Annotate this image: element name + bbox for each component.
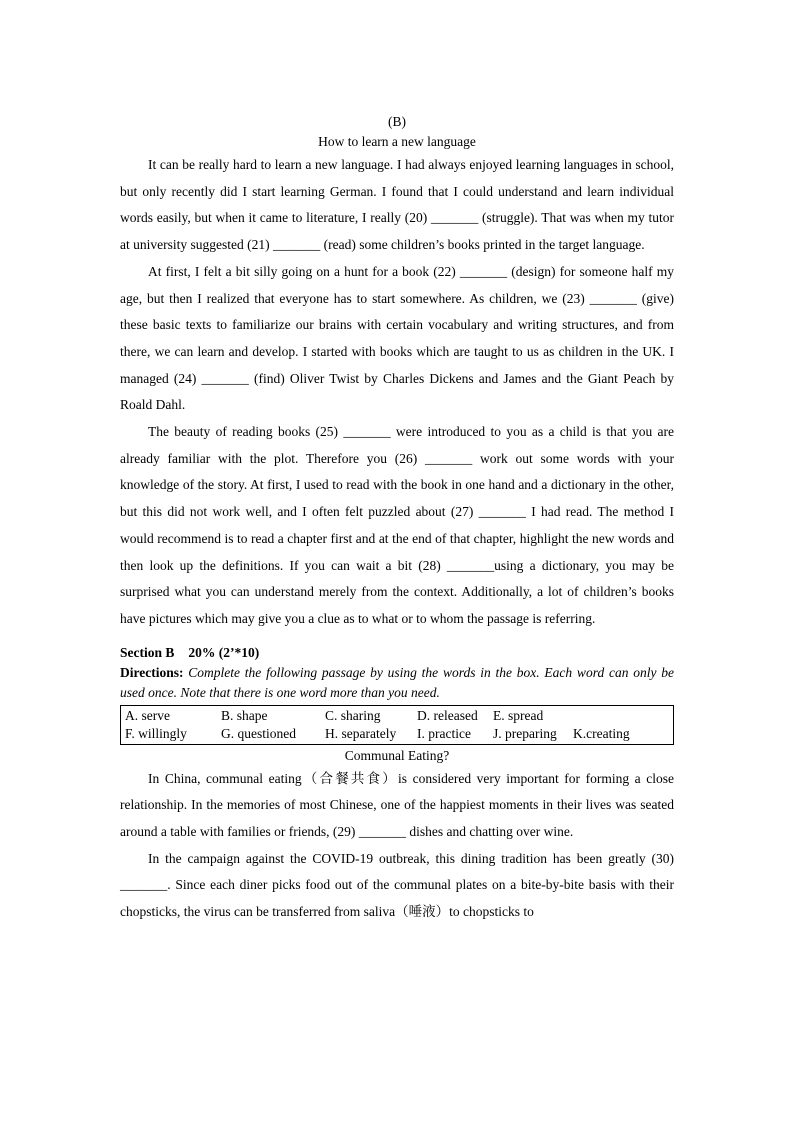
word-option: J. preparing — [493, 725, 557, 741]
section-b-points: 20% (2’*10) — [188, 644, 260, 660]
word-option: E. spread — [493, 707, 544, 723]
passage-b-paragraph-1: In China, communal eating（合餐共食）is considered very important for forming a close relationship. In the memories of most Chinese, one of the happiest moments in their lives was seated around a table with families or friends, (29) _______ dishes and chatting over wine. — [120, 770, 674, 840]
document-page — [120, 112, 674, 926]
passage-a-paragraph-3: The beauty of reading books (25) _______ were introduced to you as a child is that you are already familiar with the plot. Therefore you (26) _______ work out some words with your knowledge of the story. At first, I used to read with the book in one hand and a dictionary in the other, but this did not work well, and I often felt puzzled about (27) _______ I had read. The method I would recommend is to read a chapter first and at the end of that chapter, highlight the new words and then look up the definitions. If you can wait a bit (28) _______using a dictionary, you may be surprised what you can understand merely from the context. Additionally, a lot of children’s books have pictures which may give you a clue as to what or to whom the passage is referring. — [120, 424, 674, 626]
word-option: F. willingly — [125, 725, 187, 741]
passage-title: How to learn a new language — [318, 134, 476, 149]
word-option: K.creating — [573, 725, 630, 741]
word-box — [120, 705, 674, 745]
word-option: H. separately — [325, 725, 397, 741]
word-option: I. practice — [417, 725, 471, 741]
passage-b-title: Communal Eating? — [344, 747, 450, 763]
word-option: A. serve — [125, 707, 170, 723]
passage-a-paragraph-1: It can be really hard to learn a new language. I had always enjoyed learning languages in school, but only recently did I start learning German. I found that I could understand and learn individual words easily, but when it came to literature, I really (20) _______ (struggle). That was when my tutor at university suggested (21) _______ (read) some children’s books printed in the target language. — [120, 157, 674, 253]
section-b-label: Section B — [120, 644, 175, 660]
word-option: D. released — [417, 707, 478, 723]
word-box-row-2 — [125, 725, 669, 743]
word-box-row-1 — [125, 707, 669, 725]
directions-label: Directions: — [120, 664, 184, 680]
passage-b-paragraph-2: In the campaign against the COVID-19 outbreak, this dining tradition has been greatly (30) _______. Since each diner picks food out of the communal plates on a bite-by-bite basis with their chopsticks, the virus can be transferred from saliva（唾液）to chopsticks to — [120, 850, 674, 920]
directions-text: Complete the following passage by using the words in the box. Each word can only be used once. Note that there is one word more than you need. — [120, 664, 674, 700]
part-label: (B) — [388, 114, 406, 129]
passage-a-paragraph-2: At first, I felt a bit silly going on a hunt for a book (22) _______ (design) for someone half my age, but then I realized that everyone has to start somewhere. As children, we (23) _______ (give) these basic texts to familiarize our brains with certain vocabulary and writing structures, and from there, we can learn and develop. I started with books which are taught to us as children in the UK. I managed (24) _______ (find) Oliver Twist by Charles Dickens and James and the Giant Peach by Roald Dahl. — [120, 263, 674, 413]
section-b-heading — [120, 643, 674, 663]
word-option: G. questioned — [221, 725, 296, 741]
directions — [120, 663, 674, 703]
word-option: C. sharing — [325, 707, 381, 723]
word-option: B. shape — [221, 707, 268, 723]
